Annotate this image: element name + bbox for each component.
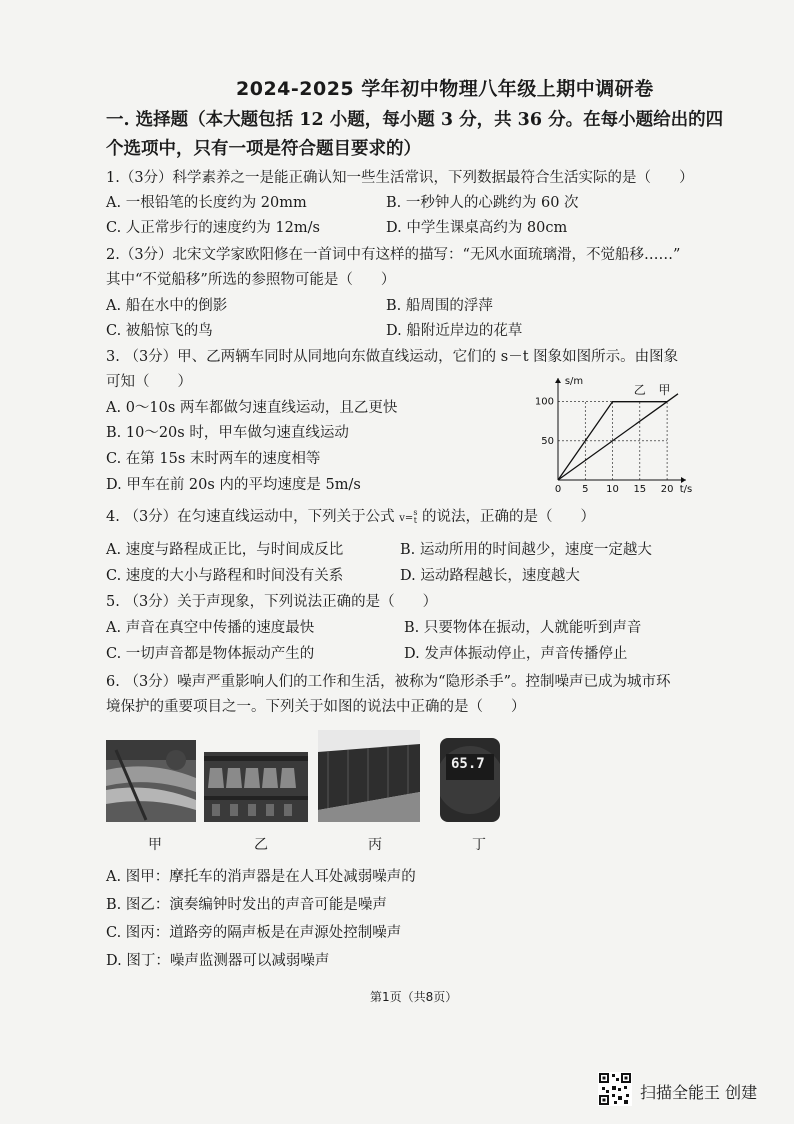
caption-ding: 丁 xyxy=(472,837,486,853)
series-line-1 xyxy=(558,394,678,480)
q2-stem-2: 其中“不觉船移”所选的参照物可能是（ ） xyxy=(106,272,396,288)
series-label-jia: 甲 xyxy=(658,382,671,397)
q3-option-b: B. 10～20s 时，甲车做匀速直线运动 xyxy=(106,425,349,441)
q5-option-b: B. 只要物体在振动，人就能听到声音 xyxy=(404,620,642,636)
page-title: 2024-2025 学年初中物理八年级上期中调研卷 xyxy=(236,78,654,100)
q4-formula-fraction: s t xyxy=(413,508,418,525)
q5-stem: 5. （3分）关于声现象，下列说法正确的是（ ） xyxy=(106,594,438,610)
x-tick-label: 20 xyxy=(660,484,674,494)
x-tick-label: 15 xyxy=(633,484,647,494)
series-label-yi: 乙 xyxy=(633,382,646,397)
chime-bells-photo xyxy=(204,752,308,822)
x-tick-label: 10 xyxy=(606,484,619,494)
y-tick-label: 100 xyxy=(534,396,554,408)
y-tick-label: 50 xyxy=(541,435,554,447)
q6-option-d: D. 图丁：噪声监测器可以减弱噪声 xyxy=(106,953,330,969)
q4-option-a: A. 速度与路程成正比，与时间成反比 xyxy=(106,542,344,558)
q1-stem: 1.（3分）科学素养之一是能正确认知一些生活常识，下列数据最符合生活实际的是（ ） xyxy=(106,170,694,186)
q1-option-d: D. 中学生课桌高约为 80cm xyxy=(386,220,568,236)
q6-stem-2: 境保护的重要项目之一。下列关于如图的说法中正确的是（ ） xyxy=(106,699,526,715)
caption-yi: 乙 xyxy=(254,837,268,853)
q1-option-a: A. 一根铅笔的长度约为 20mm xyxy=(106,195,307,211)
caption-jia: 甲 xyxy=(148,837,162,853)
q4-stem: 4. （3分）在匀速直线运动中，下列关于公式 v=s t 的说法，正确的是（ ） xyxy=(106,508,596,525)
q2-option-a: A. 船在水中的倒影 xyxy=(106,298,228,314)
q4-formula-v: v= xyxy=(399,513,414,524)
qr-code-icon xyxy=(598,1072,632,1106)
q2-stem: 2.（3分）北宋文学家欧阳修在一首词中有这样的描写：“无风水面琉璃滑，不觉船移……” xyxy=(106,247,681,263)
q6-stem: 6. （3分）噪声严重影响人们的工作和生活，被称为“隐形杀手”。控制噪声已成为城市环 xyxy=(106,674,671,690)
y-axis-label: s/m xyxy=(564,376,584,387)
x-tick-label: 0 xyxy=(554,484,562,494)
scanner-watermark: 扫描全能王 创建 xyxy=(640,1083,758,1102)
q2-option-b: B. 船周围的浮萍 xyxy=(386,298,493,314)
q6-option-a: A. 图甲：摩托车的消声器是在人耳处减弱噪声的 xyxy=(106,869,416,885)
sound-barrier-photo xyxy=(318,730,420,822)
noise-meter-reading: 65.7 xyxy=(451,756,485,772)
y-axis-arrow xyxy=(555,378,561,383)
q3-option-c: C. 在第 15s 末时两车的速度相等 xyxy=(106,451,321,467)
caption-bing: 丙 xyxy=(368,837,382,853)
x-tick-label: 5 xyxy=(582,484,589,494)
section-heading-line1: 一. 选择题（本大题包括 12 小题，每小题 3 分，共 36 分。在每小题给出的四 xyxy=(106,110,724,130)
motorcycle-muffler-photo xyxy=(106,740,196,822)
q5-option-a: A. 声音在真空中传播的速度最快 xyxy=(106,620,315,636)
q1-option-c: C. 人正常步行的速度约为 12m/s xyxy=(106,220,320,236)
q6-option-b: B. 图乙：演奏编钟时发出的声音可能是噪声 xyxy=(106,897,387,913)
q4-option-b: B. 运动所用的时间越少，速度一定越大 xyxy=(400,542,652,558)
q5-option-c: C. 一切声音都是物体振动产生的 xyxy=(106,646,315,662)
q5-option-d: D. 发声体振动停止，声音传播停止 xyxy=(404,646,628,662)
q6-option-c: C. 图丙：道路旁的隔声板是在声源处控制噪声 xyxy=(106,925,402,941)
q3-option-d: D. 甲车在前 20s 内的平均速度是 5m/s xyxy=(106,477,361,493)
q3-stem-2: 可知（ ） xyxy=(106,374,192,390)
q3-stem: 3. （3分）甲、乙两辆车同时从同地向东做直线运动，它们的 s－t 图象如图所示。由图象 xyxy=(106,349,679,365)
q1-option-b: B. 一秒钟人的心跳约为 60 次 xyxy=(386,195,579,211)
section-heading-line2: 个选项中，只有一项是符合题目要求的） xyxy=(106,139,421,159)
q2-option-c: C. 被船惊飞的鸟 xyxy=(106,323,213,339)
x-axis-label: t/s xyxy=(679,484,693,494)
q4-option-d: D. 运动路程越长，速度越大 xyxy=(400,568,580,584)
q2-option-d: D. 船附近岸边的花草 xyxy=(386,323,523,339)
s-t-chart xyxy=(534,376,694,494)
q3-option-a: A. 0～10s 两车都做匀速直线运动，且乙更快 xyxy=(106,400,398,416)
noise-monitor-photo xyxy=(440,738,500,822)
x-axis-arrow xyxy=(681,477,686,483)
q4-option-c: C. 速度的大小与路程和时间没有关系 xyxy=(106,568,344,584)
page-footer: 第1页（共8页） xyxy=(370,990,458,1004)
